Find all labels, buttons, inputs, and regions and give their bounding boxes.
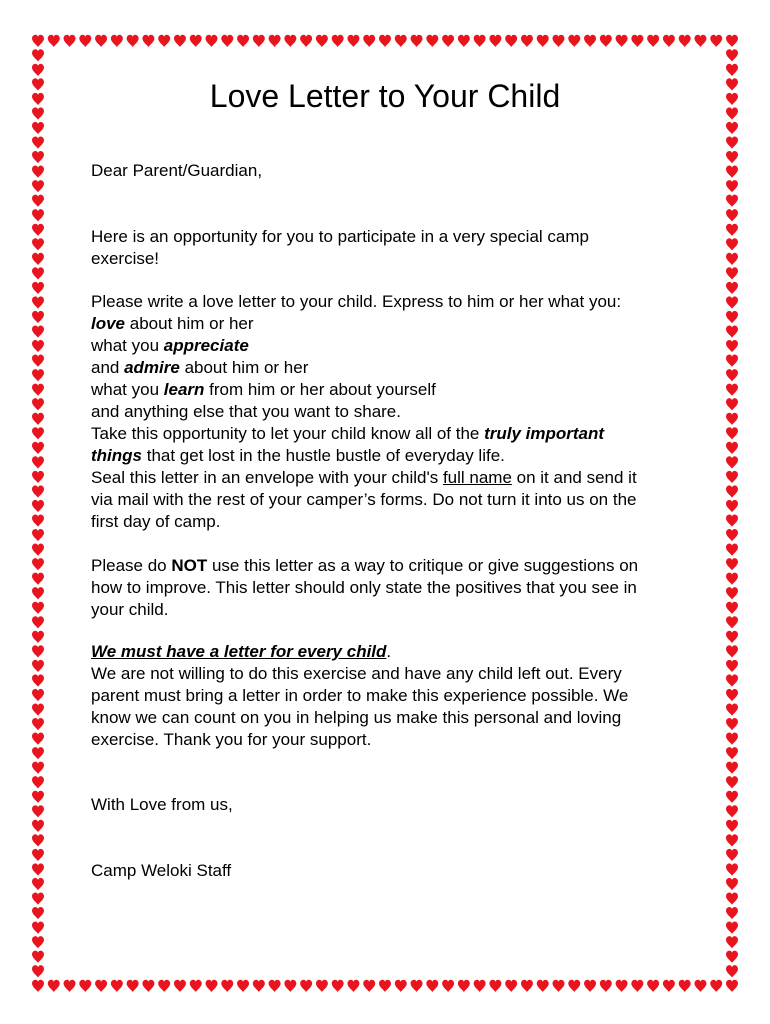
requirement-line: exercise. Thank you for your support.	[91, 730, 372, 749]
note-line	[91, 555, 638, 577]
love-line	[91, 313, 254, 335]
note-prefix: Please do	[91, 556, 172, 575]
requirement-heading-text: We must have a letter for every child	[91, 642, 387, 661]
appreciate-word: appreciate	[163, 336, 249, 355]
learn-rest: from him or her about yourself	[204, 380, 436, 399]
appreciate-line	[91, 335, 249, 357]
first-day-line: first day of camp.	[91, 512, 221, 531]
things-line	[91, 445, 505, 467]
opportunity-prefix: Take this opportunity to let your child know all of the	[91, 424, 485, 443]
opportunity-line	[91, 423, 604, 445]
appreciate-prefix: what you	[91, 336, 164, 355]
full-name-phrase: full name	[442, 468, 512, 487]
seal-line	[91, 467, 637, 489]
note-line: how to improve. This letter should only state the positives that you see in	[91, 578, 637, 597]
love-word: love	[91, 314, 126, 333]
greeting: Dear Parent/Guardian,	[91, 161, 263, 180]
admire-prefix: and	[91, 358, 125, 377]
admire-rest: about him or her	[179, 358, 309, 377]
intro-line: exercise!	[91, 249, 160, 268]
requirement-heading-period: .	[386, 642, 392, 661]
note-line: your child.	[91, 600, 169, 619]
requirement-line: We are not willing to do this exercise and have any child left out. Every	[91, 664, 622, 683]
love-rest: about him or her	[125, 314, 254, 333]
seal-rest: on it and send it	[511, 468, 637, 487]
page-title: Love Letter to Your Child	[209, 78, 561, 114]
truly-important-phrase: truly important	[484, 424, 605, 443]
signature: Camp Weloki Staff	[91, 861, 232, 880]
things-rest: that get lost in the hustle bustle of everyday life.	[142, 446, 505, 465]
admire-line	[91, 357, 308, 379]
intro-line: Here is an opportunity for you to participate in a very special camp	[91, 227, 589, 246]
not-word: NOT	[171, 556, 208, 575]
mail-line: via mail with the rest of your camper’s forms. Do not turn it into us on the	[91, 490, 637, 509]
request-line: Please write a love letter to your child. Express to him or her what you:	[91, 292, 622, 311]
learn-prefix: what you	[91, 380, 164, 399]
seal-prefix: Seal this letter in an envelope with your child's	[91, 468, 443, 487]
closing: With Love from us,	[91, 795, 233, 814]
note-rest: use this letter as a way to critique or give suggestions on	[207, 556, 639, 575]
learn-line	[91, 379, 436, 401]
things-word: things	[91, 446, 142, 465]
requirement-heading	[91, 641, 391, 663]
share-line: and anything else that you want to share.	[91, 402, 401, 421]
requirement-line: know we can count on you in helping us make this personal and loving	[91, 708, 622, 727]
admire-word: admire	[124, 358, 180, 377]
learn-word: learn	[163, 380, 205, 399]
requirement-line: parent must bring a letter in order to make this experience possible. We	[91, 686, 629, 705]
